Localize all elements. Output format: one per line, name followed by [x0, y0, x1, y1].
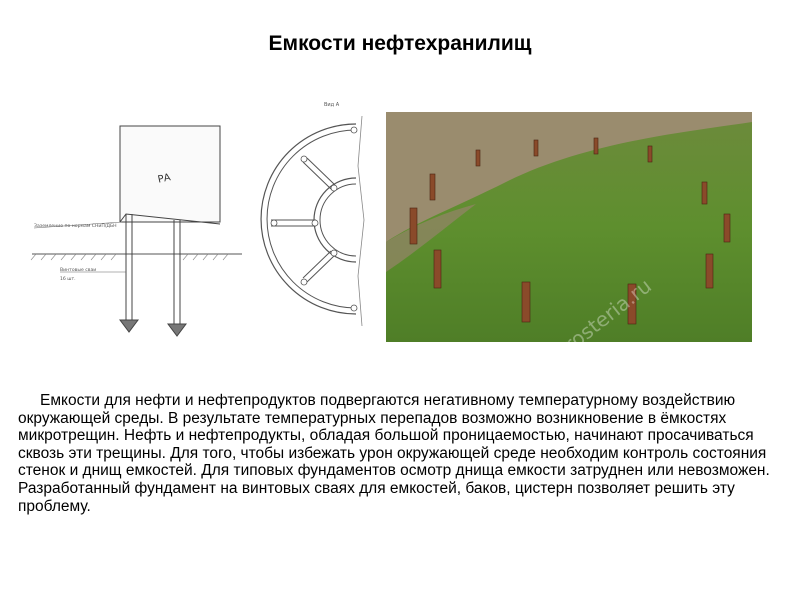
tank-label: РА: [156, 172, 172, 186]
description-text: [18, 392, 788, 515]
pile-field-photo: [386, 112, 752, 342]
annotation-top: Заземление по нормам СНиП/ДБН: [34, 224, 117, 229]
plan-cut-line: [358, 116, 364, 326]
foundation-drawing: [28, 96, 378, 346]
plan-outer-ring-inner: [267, 130, 356, 308]
description-paragraph: Емкости для нефти и нефтепродуктов подвергаются негативному температурному воздействию окружающей среды. В результате температурных перепадов возможно возникновение в ёмкостях микротрещин. Нефть и нефтепродукты, обладая большой проницаемостью, начинают просачиваться сквозь эти трещины. Для того, чтобы избежать урон окружающей среде необходим контроль состояния стенок и днищ емкостей. Для типовых фундаментов осмотр днища емкости затруднен или невозможен. Разработанный фундамент на винтовых сваях для емкостей, баков, цистерн позволяет решить эту проблему.: [18, 392, 770, 515]
plan-inner-ring-2: [320, 184, 356, 256]
view-label: Вид А: [324, 102, 340, 108]
page-title: Емкости нефтехранилищ: [268, 32, 532, 55]
screw-pile-left: [120, 214, 138, 332]
screw-pile-right: [168, 220, 186, 336]
plan-spokes: [271, 158, 335, 282]
plan-outer-ring: [261, 124, 356, 314]
tank-body: [120, 126, 220, 222]
annotation-bottom-1: Винтовые сваи: [60, 268, 97, 273]
annotation-bottom-2: 16 шт.: [60, 277, 76, 282]
ground-hatch: [31, 254, 228, 260]
